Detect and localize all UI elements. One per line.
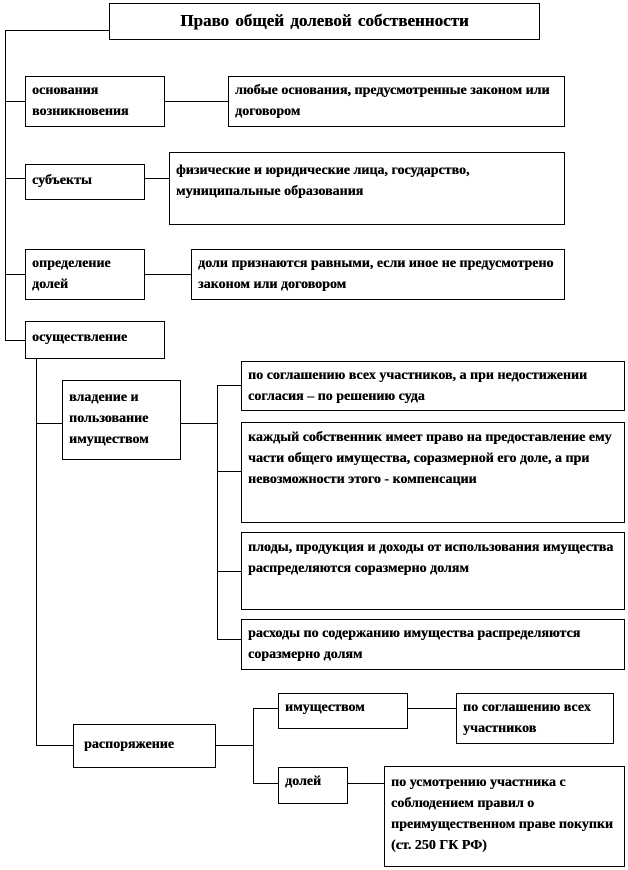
disposal-property-connector xyxy=(253,708,278,709)
subjects-text: физические и юридические лица, государство, муниципальные образования xyxy=(169,152,565,225)
subjects-label: субъекты xyxy=(25,164,145,200)
possession-item-4: расходы по содержанию имущества распределяются соразмерно долям xyxy=(241,619,625,670)
possession-branch-line xyxy=(217,385,218,639)
basis-label: основания возникновения xyxy=(25,76,165,127)
possession-item4-connector xyxy=(217,639,241,640)
disposal-share-label: долей xyxy=(278,767,348,804)
basis-text: любые основания, предусмотренные законом или договором xyxy=(228,76,565,127)
possession-item-3: плоды, продукция и доходы от использования имущества распределяются соразмерно долям xyxy=(241,532,625,610)
exercise-trunk-line xyxy=(36,359,37,745)
basis-connector xyxy=(5,101,25,102)
possession-connector xyxy=(36,423,62,424)
title-connector xyxy=(5,30,109,31)
shares-label: определение долей xyxy=(25,249,145,300)
shares-connector xyxy=(5,274,25,275)
exercise-label: осуществление xyxy=(25,321,165,359)
share-text-connector xyxy=(348,783,384,784)
subjects-text-connector xyxy=(145,178,169,179)
possession-item1-connector xyxy=(217,385,241,386)
diagram-title: Право общей долевой собственности xyxy=(109,3,540,40)
shares-text: доли признаются равными, если иное не предусмотрено законом или договором xyxy=(191,249,565,300)
disposal-share-connector xyxy=(253,783,278,784)
property-text-connector xyxy=(408,708,456,709)
shares-text-connector xyxy=(145,274,191,275)
disposal-share-text: по усмотрению участника с соблюдением правил о преимущественном праве покупки (ст. 250 ГК РФ) xyxy=(384,766,625,867)
subjects-connector xyxy=(5,178,25,179)
exercise-connector xyxy=(5,340,25,341)
possession-out-line xyxy=(181,423,218,424)
basis-text-connector xyxy=(165,101,228,102)
disposal-out-line xyxy=(216,745,254,746)
disposal-connector xyxy=(36,745,73,746)
possession-item-2: каждый собственник имеет право на предоставление ему части общего имущества, соразмерной его доле, а при невозможности этого - компенсации xyxy=(241,422,625,523)
possession-item3-connector xyxy=(217,571,241,572)
possession-item-1: по соглашению всех участников, а при недостижении согласия – по решению суда xyxy=(241,361,625,411)
possession-item2-connector xyxy=(217,471,241,472)
possession-label: владение и пользование имуществом xyxy=(62,380,181,460)
disposal-property-text: по соглашению всех участников xyxy=(456,693,614,744)
disposal-property-label: имуществом xyxy=(278,693,408,729)
disposal-branch-line xyxy=(253,708,254,783)
main-trunk-line xyxy=(5,30,6,340)
disposal-label: распоряжение xyxy=(73,724,216,768)
